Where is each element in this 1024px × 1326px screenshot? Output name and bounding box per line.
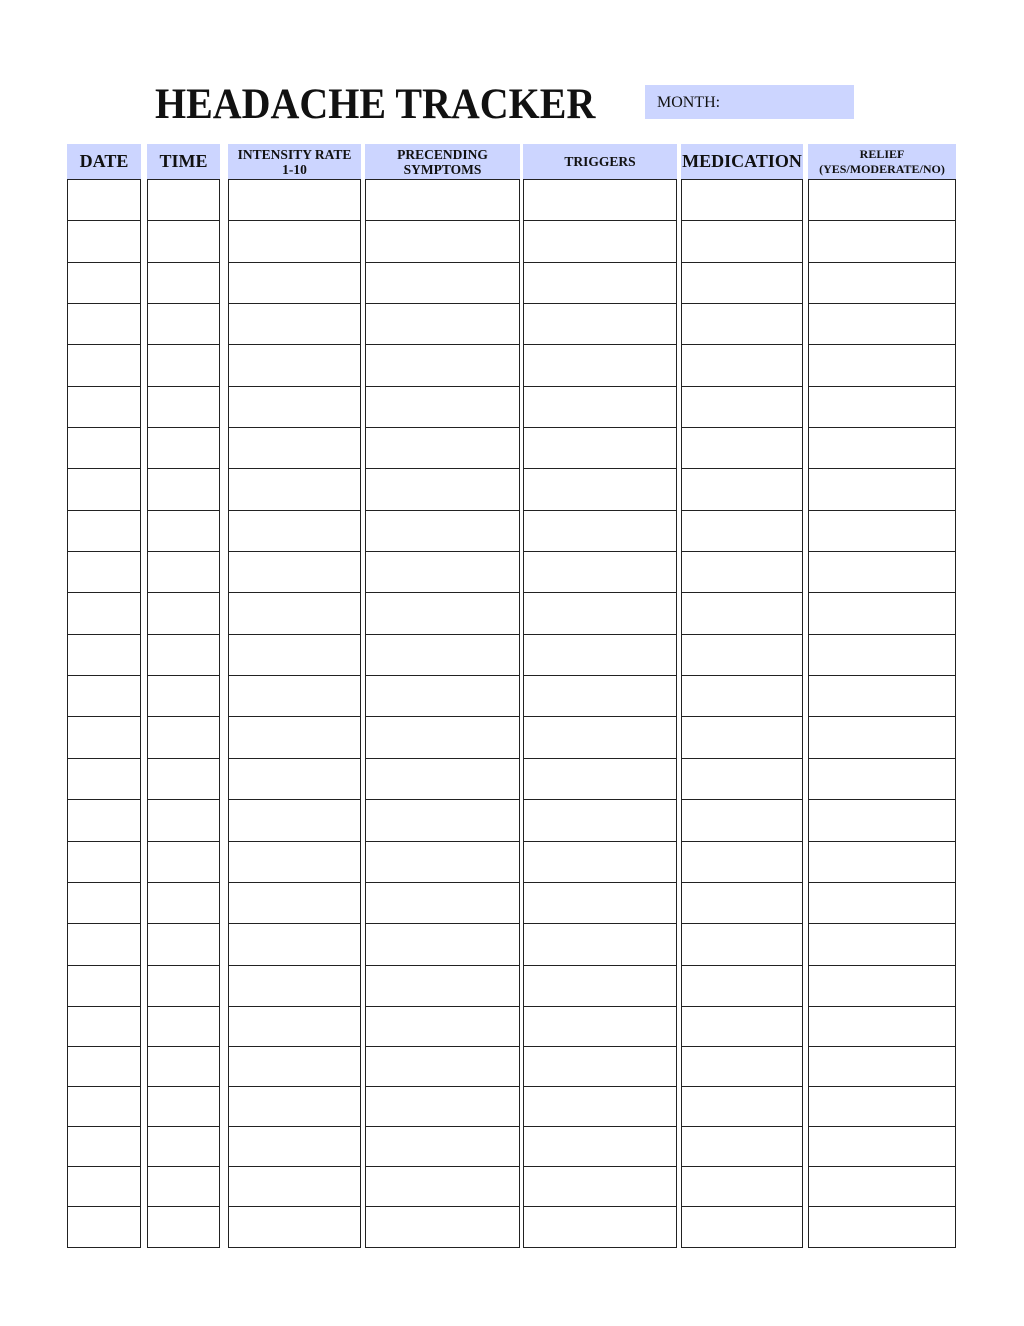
- header-time: [147, 144, 220, 179]
- table-cell-medication[interactable]: [682, 635, 802, 676]
- header-label: TIME: [159, 151, 208, 171]
- table-cell-symptoms[interactable]: [366, 1087, 519, 1127]
- table-cell-symptoms[interactable]: [366, 759, 519, 800]
- table-cell-time[interactable]: [148, 387, 219, 428]
- table-cell-triggers[interactable]: [524, 387, 676, 428]
- table-cell-relief[interactable]: [809, 883, 955, 924]
- table-cell-triggers[interactable]: [524, 1007, 676, 1047]
- table-cell-medication[interactable]: [682, 966, 802, 1007]
- table-cell-relief[interactable]: [809, 593, 955, 634]
- column-symptoms: [365, 144, 520, 1248]
- table-cell-medication[interactable]: [682, 1007, 802, 1047]
- table-cell-relief[interactable]: [809, 1127, 955, 1167]
- table-cell-time[interactable]: [148, 842, 219, 883]
- table-cell-symptoms[interactable]: [366, 552, 519, 593]
- table-cell-triggers[interactable]: [524, 345, 676, 386]
- header-label: INTENSITY RATE: [237, 146, 352, 162]
- table-cell-relief[interactable]: [809, 552, 955, 593]
- table-cell-time[interactable]: [148, 263, 219, 304]
- table-cell-relief[interactable]: [809, 387, 955, 428]
- table-cell-triggers[interactable]: [524, 966, 676, 1007]
- table-cell-date[interactable]: [68, 676, 140, 717]
- table-cell-intensity[interactable]: [229, 966, 360, 1007]
- table-cell-medication[interactable]: [682, 1127, 802, 1167]
- table-cell-time[interactable]: [148, 676, 219, 717]
- table-cell-date[interactable]: [68, 800, 140, 841]
- table-cell-date[interactable]: [68, 1207, 140, 1247]
- table-cell-relief[interactable]: [809, 1207, 955, 1247]
- table-cell-relief[interactable]: [809, 1167, 955, 1207]
- table-cell-medication[interactable]: [682, 552, 802, 593]
- header-sublabel: SYMPTOMS: [403, 161, 482, 177]
- table-cell-intensity[interactable]: [229, 924, 360, 965]
- header-sublabel: 1-10: [282, 161, 307, 177]
- table-cell-relief[interactable]: [809, 1047, 955, 1087]
- table-cell-triggers[interactable]: [524, 635, 676, 676]
- table-cell-intensity[interactable]: [229, 593, 360, 634]
- table-cell-medication[interactable]: [682, 842, 802, 883]
- table-cell-date[interactable]: [68, 304, 140, 345]
- column-date: [67, 144, 141, 1248]
- table-cell-triggers[interactable]: [524, 924, 676, 965]
- header-relief: [808, 144, 956, 179]
- table-cell-symptoms[interactable]: [366, 800, 519, 841]
- table-cell-intensity[interactable]: [229, 1047, 360, 1087]
- table-cell-time[interactable]: [148, 1167, 219, 1207]
- table-cell-time[interactable]: [148, 304, 219, 345]
- table-cell-relief[interactable]: [809, 759, 955, 800]
- header-medication: [681, 144, 803, 179]
- table-cell-intensity[interactable]: [229, 1007, 360, 1047]
- table-cell-triggers[interactable]: [524, 800, 676, 841]
- header-label: PRECENDING: [397, 146, 488, 162]
- table-cell-medication[interactable]: [682, 304, 802, 345]
- table-cell-symptoms[interactable]: [366, 1127, 519, 1167]
- table-cell-medication[interactable]: [682, 676, 802, 717]
- table-cell-medication[interactable]: [682, 1047, 802, 1087]
- table-cell-intensity[interactable]: [229, 676, 360, 717]
- table-cell-symptoms[interactable]: [366, 1007, 519, 1047]
- month-field[interactable]: [645, 85, 854, 119]
- table-cell-intensity[interactable]: [229, 1207, 360, 1247]
- table-cell-intensity[interactable]: [229, 842, 360, 883]
- table-cell-date[interactable]: [68, 1047, 140, 1087]
- header-label: MEDICATION: [682, 151, 802, 171]
- table-cell-time[interactable]: [148, 800, 219, 841]
- table-cell-time[interactable]: [148, 966, 219, 1007]
- table-cell-symptoms[interactable]: [366, 676, 519, 717]
- column-relief: [808, 144, 956, 1248]
- table-cell-symptoms[interactable]: [366, 966, 519, 1007]
- table-cell-intensity[interactable]: [229, 304, 360, 345]
- table-cell-triggers[interactable]: [524, 511, 676, 552]
- table-cell-symptoms[interactable]: [366, 428, 519, 469]
- table-cell-time[interactable]: [148, 345, 219, 386]
- column-medication: [681, 144, 803, 1248]
- table-cell-triggers[interactable]: [524, 1047, 676, 1087]
- table-cell-relief[interactable]: [809, 345, 955, 386]
- table-cell-date[interactable]: [68, 263, 140, 304]
- table-cell-relief[interactable]: [809, 924, 955, 965]
- table-cell-intensity[interactable]: [229, 717, 360, 758]
- table-cell-symptoms[interactable]: [366, 842, 519, 883]
- table-cell-relief[interactable]: [809, 180, 955, 221]
- table-cell-triggers[interactable]: [524, 263, 676, 304]
- table-cell-relief[interactable]: [809, 221, 955, 262]
- table-cell-date[interactable]: [68, 883, 140, 924]
- table-cell-triggers[interactable]: [524, 180, 676, 221]
- table-cell-relief[interactable]: [809, 511, 955, 552]
- table-cell-symptoms[interactable]: [366, 717, 519, 758]
- table-cell-relief[interactable]: [809, 635, 955, 676]
- table-cell-triggers[interactable]: [524, 717, 676, 758]
- table-cell-triggers[interactable]: [524, 469, 676, 510]
- table-cell-triggers[interactable]: [524, 1207, 676, 1247]
- table-cell-date[interactable]: [68, 428, 140, 469]
- column-cells: [681, 179, 803, 1248]
- table-cell-time[interactable]: [148, 1087, 219, 1127]
- table-cell-relief[interactable]: [809, 717, 955, 758]
- column-cells: [523, 179, 677, 1248]
- table-cell-symptoms[interactable]: [366, 345, 519, 386]
- table-cell-intensity[interactable]: [229, 1167, 360, 1207]
- table-cell-intensity[interactable]: [229, 263, 360, 304]
- table-cell-date[interactable]: [68, 635, 140, 676]
- table-cell-intensity[interactable]: [229, 469, 360, 510]
- table-cell-medication[interactable]: [682, 1087, 802, 1127]
- table-cell-symptoms[interactable]: [366, 511, 519, 552]
- table-cell-relief[interactable]: [809, 1007, 955, 1047]
- table-cell-medication[interactable]: [682, 759, 802, 800]
- table-cell-triggers[interactable]: [524, 428, 676, 469]
- header-intensity: [228, 144, 361, 179]
- table-cell-date[interactable]: [68, 511, 140, 552]
- table-cell-intensity[interactable]: [229, 1087, 360, 1127]
- table-cell-symptoms[interactable]: [366, 883, 519, 924]
- table-cell-date[interactable]: [68, 1007, 140, 1047]
- table-cell-relief[interactable]: [809, 676, 955, 717]
- table-cell-triggers[interactable]: [524, 842, 676, 883]
- table-cell-symptoms[interactable]: [366, 635, 519, 676]
- table-cell-triggers[interactable]: [524, 552, 676, 593]
- table-cell-time[interactable]: [148, 1007, 219, 1047]
- table-cell-time[interactable]: [148, 180, 219, 221]
- table-cell-relief[interactable]: [809, 469, 955, 510]
- table-cell-intensity[interactable]: [229, 345, 360, 386]
- table-cell-time[interactable]: [148, 717, 219, 758]
- table-cell-intensity[interactable]: [229, 883, 360, 924]
- table-cell-intensity[interactable]: [229, 511, 360, 552]
- header-label: TRIGGERS: [564, 154, 636, 169]
- table-cell-intensity[interactable]: [229, 800, 360, 841]
- table-cell-date[interactable]: [68, 221, 140, 262]
- table-cell-date[interactable]: [68, 180, 140, 221]
- table-cell-medication[interactable]: [682, 511, 802, 552]
- table-cell-symptoms[interactable]: [366, 593, 519, 634]
- table-cell-time[interactable]: [148, 883, 219, 924]
- table-cell-time[interactable]: [148, 635, 219, 676]
- table-cell-relief[interactable]: [809, 304, 955, 345]
- table-cell-medication[interactable]: [682, 924, 802, 965]
- table-cell-date[interactable]: [68, 1167, 140, 1207]
- table-cell-date[interactable]: [68, 387, 140, 428]
- table-cell-time[interactable]: [148, 221, 219, 262]
- table-cell-relief[interactable]: [809, 966, 955, 1007]
- table-cell-triggers[interactable]: [524, 221, 676, 262]
- table-cell-triggers[interactable]: [524, 304, 676, 345]
- table-cell-symptoms[interactable]: [366, 304, 519, 345]
- table-cell-medication[interactable]: [682, 1207, 802, 1247]
- table-cell-time[interactable]: [148, 428, 219, 469]
- table-cell-time[interactable]: [148, 593, 219, 634]
- column-cells: [808, 179, 956, 1248]
- table-cell-date[interactable]: [68, 924, 140, 965]
- table-cell-time[interactable]: [148, 1047, 219, 1087]
- table-cell-symptoms[interactable]: [366, 1207, 519, 1247]
- table-cell-medication[interactable]: [682, 800, 802, 841]
- column-intensity: [228, 144, 361, 1248]
- table-cell-symptoms[interactable]: [366, 263, 519, 304]
- table-cell-triggers[interactable]: [524, 759, 676, 800]
- table-cell-medication[interactable]: [682, 717, 802, 758]
- header-date: [67, 144, 141, 179]
- table-cell-medication[interactable]: [682, 1167, 802, 1207]
- column-cells: [228, 179, 361, 1248]
- table-cell-date[interactable]: [68, 966, 140, 1007]
- month-label: MONTH:: [657, 94, 721, 111]
- table-cell-medication[interactable]: [682, 883, 802, 924]
- table-cell-medication[interactable]: [682, 428, 802, 469]
- table-cell-time[interactable]: [148, 469, 219, 510]
- header-label: RELIEF: [859, 146, 905, 161]
- table-cell-symptoms[interactable]: [366, 924, 519, 965]
- table-cell-symptoms[interactable]: [366, 469, 519, 510]
- table-cell-intensity[interactable]: [229, 552, 360, 593]
- table-cell-symptoms[interactable]: [366, 1047, 519, 1087]
- column-triggers: [523, 144, 677, 1248]
- header-label: DATE: [79, 151, 129, 171]
- table-cell-date[interactable]: [68, 717, 140, 758]
- table-cell-symptoms[interactable]: [366, 221, 519, 262]
- table-cell-time[interactable]: [148, 1207, 219, 1247]
- column-cells: [365, 179, 520, 1248]
- table-cell-medication[interactable]: [682, 593, 802, 634]
- table-cell-intensity[interactable]: [229, 635, 360, 676]
- table-cell-relief[interactable]: [809, 842, 955, 883]
- table-cell-intensity[interactable]: [229, 759, 360, 800]
- table-cell-intensity[interactable]: [229, 387, 360, 428]
- table-cell-medication[interactable]: [682, 469, 802, 510]
- table-cell-relief[interactable]: [809, 800, 955, 841]
- table-cell-triggers[interactable]: [524, 676, 676, 717]
- table-cell-triggers[interactable]: [524, 883, 676, 924]
- table-cell-date[interactable]: [68, 593, 140, 634]
- table-cell-triggers[interactable]: [524, 1167, 676, 1207]
- table-cell-date[interactable]: [68, 842, 140, 883]
- table-cell-time[interactable]: [148, 759, 219, 800]
- table-cell-date[interactable]: [68, 469, 140, 510]
- table-cell-date[interactable]: [68, 759, 140, 800]
- table-cell-intensity[interactable]: [229, 221, 360, 262]
- table-cell-medication[interactable]: [682, 263, 802, 304]
- table-cell-intensity[interactable]: [229, 1127, 360, 1167]
- table-cell-relief[interactable]: [809, 263, 955, 304]
- table-cell-date[interactable]: [68, 552, 140, 593]
- table-cell-intensity[interactable]: [229, 428, 360, 469]
- table-cell-symptoms[interactable]: [366, 387, 519, 428]
- page-title: HEADACHE TRACKER: [155, 81, 596, 128]
- table-cell-date[interactable]: [68, 345, 140, 386]
- table-cell-time[interactable]: [148, 552, 219, 593]
- table-cell-medication[interactable]: [682, 387, 802, 428]
- table-cell-medication[interactable]: [682, 221, 802, 262]
- table-cell-triggers[interactable]: [524, 1127, 676, 1167]
- table-cell-time[interactable]: [148, 1127, 219, 1167]
- table-cell-date[interactable]: [68, 1087, 140, 1127]
- table-cell-relief[interactable]: [809, 428, 955, 469]
- table-cell-triggers[interactable]: [524, 593, 676, 634]
- table-cell-medication[interactable]: [682, 180, 802, 221]
- table-cell-time[interactable]: [148, 924, 219, 965]
- table-cell-relief[interactable]: [809, 1087, 955, 1127]
- table-cell-triggers[interactable]: [524, 1087, 676, 1127]
- column-time: [147, 144, 220, 1248]
- table-cell-symptoms[interactable]: [366, 180, 519, 221]
- column-cells: [147, 179, 220, 1248]
- header-triggers: [523, 144, 677, 179]
- table-cell-symptoms[interactable]: [366, 1167, 519, 1207]
- header-symptoms: [365, 144, 520, 179]
- table-cell-medication[interactable]: [682, 345, 802, 386]
- table-cell-intensity[interactable]: [229, 180, 360, 221]
- column-cells: [67, 179, 141, 1248]
- table-cell-date[interactable]: [68, 1127, 140, 1167]
- table-cell-time[interactable]: [148, 511, 219, 552]
- header-sublabel: (YES/MODERATE/NO): [819, 161, 945, 176]
